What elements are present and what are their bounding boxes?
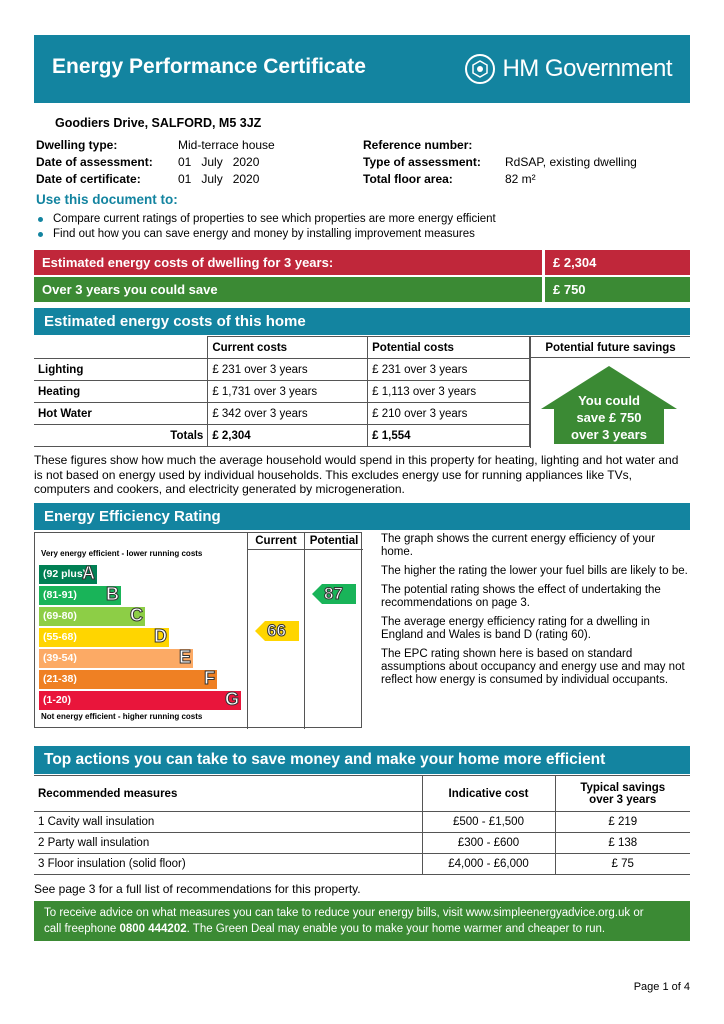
band-letter: F: [204, 668, 215, 688]
arrow-line: over 3 years: [571, 427, 647, 442]
explanation-paragraph: The graph shows the current energy efficiency of your home.: [381, 533, 656, 558]
costs-empty-header: [34, 337, 208, 359]
arrow-line: save £ 750: [576, 410, 642, 425]
explanation-paragraph: The EPC rating shown here is based on standard assumptions about occupancy and energy use and may not reflect how energy is consumed by individual occupants.: [381, 648, 685, 686]
current-rating-value: 66: [267, 621, 286, 640]
efficiency-heading: Energy Efficiency Rating: [34, 503, 690, 530]
band-range: (39-54): [43, 652, 77, 664]
measure-cost: £500 - £1,500: [422, 812, 555, 833]
measure-cost: £4,000 - £6,000: [422, 854, 555, 875]
savings-arrow-text: [540, 392, 678, 443]
advice-line-1: To receive advice on what measures you can take to reduce your energy bills, visit www.simpleenergyadvice.org.uk or: [44, 907, 644, 919]
actions-table: [34, 775, 690, 875]
advice-phone[interactable]: 0800 444202: [119, 923, 187, 935]
measure-name: 2 Party wall insulation: [34, 833, 422, 854]
details-right: [363, 137, 683, 188]
actions-header-row: [34, 776, 690, 812]
top-efficiency-label: Very energy efficient - lower running costs: [41, 549, 203, 558]
see-page-note: See page 3 for a full list of recommendations for this property.: [34, 882, 361, 896]
col-indicative-cost: Indicative cost: [422, 776, 555, 812]
advice-text: call freephone: [44, 923, 120, 935]
table-row: [34, 812, 690, 833]
cost-potential: £ 210 over 3 years: [368, 403, 530, 425]
costs-note: These figures show how much the average household would spend in this property for heating, lighting and hot water and is not based on energy used by individual households. This excludes energy use for running appliances like TVs, computers and cookers, and electricity generated by microgeneration.: [34, 453, 679, 496]
rating-chart: [34, 532, 362, 728]
col-current-rating: Current: [247, 533, 305, 550]
efficiency-explanation: [381, 533, 689, 693]
col-current-costs: Current costs: [208, 337, 368, 359]
cost-current: £ 231 over 3 years: [208, 359, 368, 381]
cost-potential: £ 231 over 3 years: [368, 359, 530, 381]
rating-band-b: [39, 586, 121, 605]
col-future-savings: Potential future savings: [530, 336, 690, 358]
band-letter: A: [82, 563, 95, 583]
measure-name: 1 Cavity wall insulation: [34, 812, 422, 833]
totals-label: Totals: [34, 425, 208, 447]
rating-band-f: [39, 670, 217, 689]
band-range: (69-80): [43, 610, 77, 622]
detail-label: Type of assessment:: [363, 155, 481, 169]
advice-text: . The Green Deal may enable you to make your home warmer and cheaper to run.: [186, 923, 606, 935]
cost-name: Hot Water: [34, 403, 208, 425]
costs-table: [34, 336, 530, 447]
save-summary-value: £ 750: [545, 277, 690, 302]
page-title: Energy Performance Certificate: [52, 55, 366, 78]
detail-value: Mid-terrace house: [178, 138, 275, 152]
band-range: (81-91): [43, 589, 77, 601]
table-row: [34, 403, 530, 425]
detail-label: Reference number:: [363, 138, 473, 152]
cost-current: £ 1,731 over 3 years: [208, 381, 368, 403]
costs-header-row: [34, 337, 530, 359]
save-summary-label: Over 3 years you could save: [34, 277, 542, 302]
potential-rating-value: 87: [324, 584, 343, 603]
detail-label: Date of assessment:: [36, 155, 153, 169]
explanation-paragraph: The potential rating shows the effect of undertaking the recommendations on page 3.: [381, 584, 661, 609]
detail-value: RdSAP, existing dwelling: [505, 155, 637, 169]
detail-value: 82 m²: [505, 172, 536, 186]
advice-box: [34, 901, 690, 941]
use-doc-heading: Use this document to:: [36, 192, 178, 207]
details-left: [36, 137, 356, 188]
use-doc-bullets: [36, 212, 496, 242]
detail-label: Total floor area:: [363, 172, 453, 186]
table-row: [34, 854, 690, 875]
brand-name: HM Government: [502, 55, 672, 82]
totals-row: [34, 425, 530, 447]
rating-band-d: [39, 628, 169, 647]
advice-line-2: [44, 921, 680, 937]
measure-name: 3 Floor insulation (solid floor): [34, 854, 422, 875]
bullet-item: Compare current ratings of properties to see which properties are more energy efficient: [36, 212, 496, 227]
col-potential-costs: Potential costs: [368, 337, 530, 359]
explanation-paragraph: The higher the rating the lower your fuel bills are likely to be.: [381, 565, 688, 577]
col-potential-rating: Potential: [305, 533, 363, 550]
bullet-item: Find out how you can save energy and money by installing improvement measures: [36, 227, 496, 242]
potential-rating-marker: [312, 584, 356, 604]
col-typical-savings: Typical savings over 3 years: [555, 776, 690, 812]
totals-current: £ 2,304: [208, 425, 368, 447]
band-letter: G: [224, 689, 239, 709]
band-letter: C: [130, 605, 143, 625]
band-range: (1-20): [43, 694, 72, 706]
band-range: (92 plus): [43, 568, 87, 580]
band-letter: B: [106, 584, 119, 604]
measure-saving: £ 75: [555, 854, 690, 875]
detail-value: 01 July 2020: [178, 155, 260, 169]
band-range: (55-68): [43, 631, 77, 643]
crest-icon: [464, 53, 496, 85]
cost-current: £ 342 over 3 years: [208, 403, 368, 425]
rating-band-a: [39, 565, 97, 584]
bottom-efficiency-label: Not energy efficient - higher running costs: [41, 712, 203, 721]
band-range: (21-38): [43, 673, 77, 685]
arrow-line: You could: [578, 393, 640, 408]
band-letter: E: [178, 647, 191, 667]
col-measures: Recommended measures: [34, 776, 422, 812]
table-row: [34, 359, 530, 381]
hm-government-logo: [464, 53, 672, 85]
measure-saving: £ 219: [555, 812, 690, 833]
table-row: [34, 833, 690, 854]
detail-value: 01 July 2020: [178, 172, 260, 186]
actions-heading: Top actions you can take to save money and make your home more efficient: [34, 746, 690, 774]
measure-saving: £ 138: [555, 833, 690, 854]
measure-cost: £300 - £600: [422, 833, 555, 854]
cost-name: Lighting: [34, 359, 208, 381]
property-address: Goodiers Drive, SALFORD, M5 3JZ: [55, 116, 262, 130]
cost-name: Heating: [34, 381, 208, 403]
rating-band-c: [39, 607, 145, 626]
current-rating-marker: [255, 621, 299, 641]
cost-summary-value: £ 2,304: [545, 250, 690, 275]
page-number: Page 1 of 4: [633, 981, 690, 993]
costs-heading: Estimated energy costs of this home: [34, 308, 690, 335]
explanation-paragraph: The average energy efficiency rating for a dwelling in England and Wales is band D (rating 60).: [381, 616, 650, 641]
table-row: [34, 381, 530, 403]
rating-band-g: [39, 691, 241, 710]
band-letter: D: [154, 626, 167, 646]
detail-label: Date of certificate:: [36, 172, 141, 186]
cost-potential: £ 1,113 over 3 years: [368, 381, 530, 403]
header-banner: [34, 35, 690, 103]
totals-potential: £ 1,554: [368, 425, 530, 447]
cost-summary-label: Estimated energy costs of dwelling for 3 years:: [34, 250, 542, 275]
rating-band-e: [39, 649, 193, 668]
detail-label: Dwelling type:: [36, 138, 118, 152]
